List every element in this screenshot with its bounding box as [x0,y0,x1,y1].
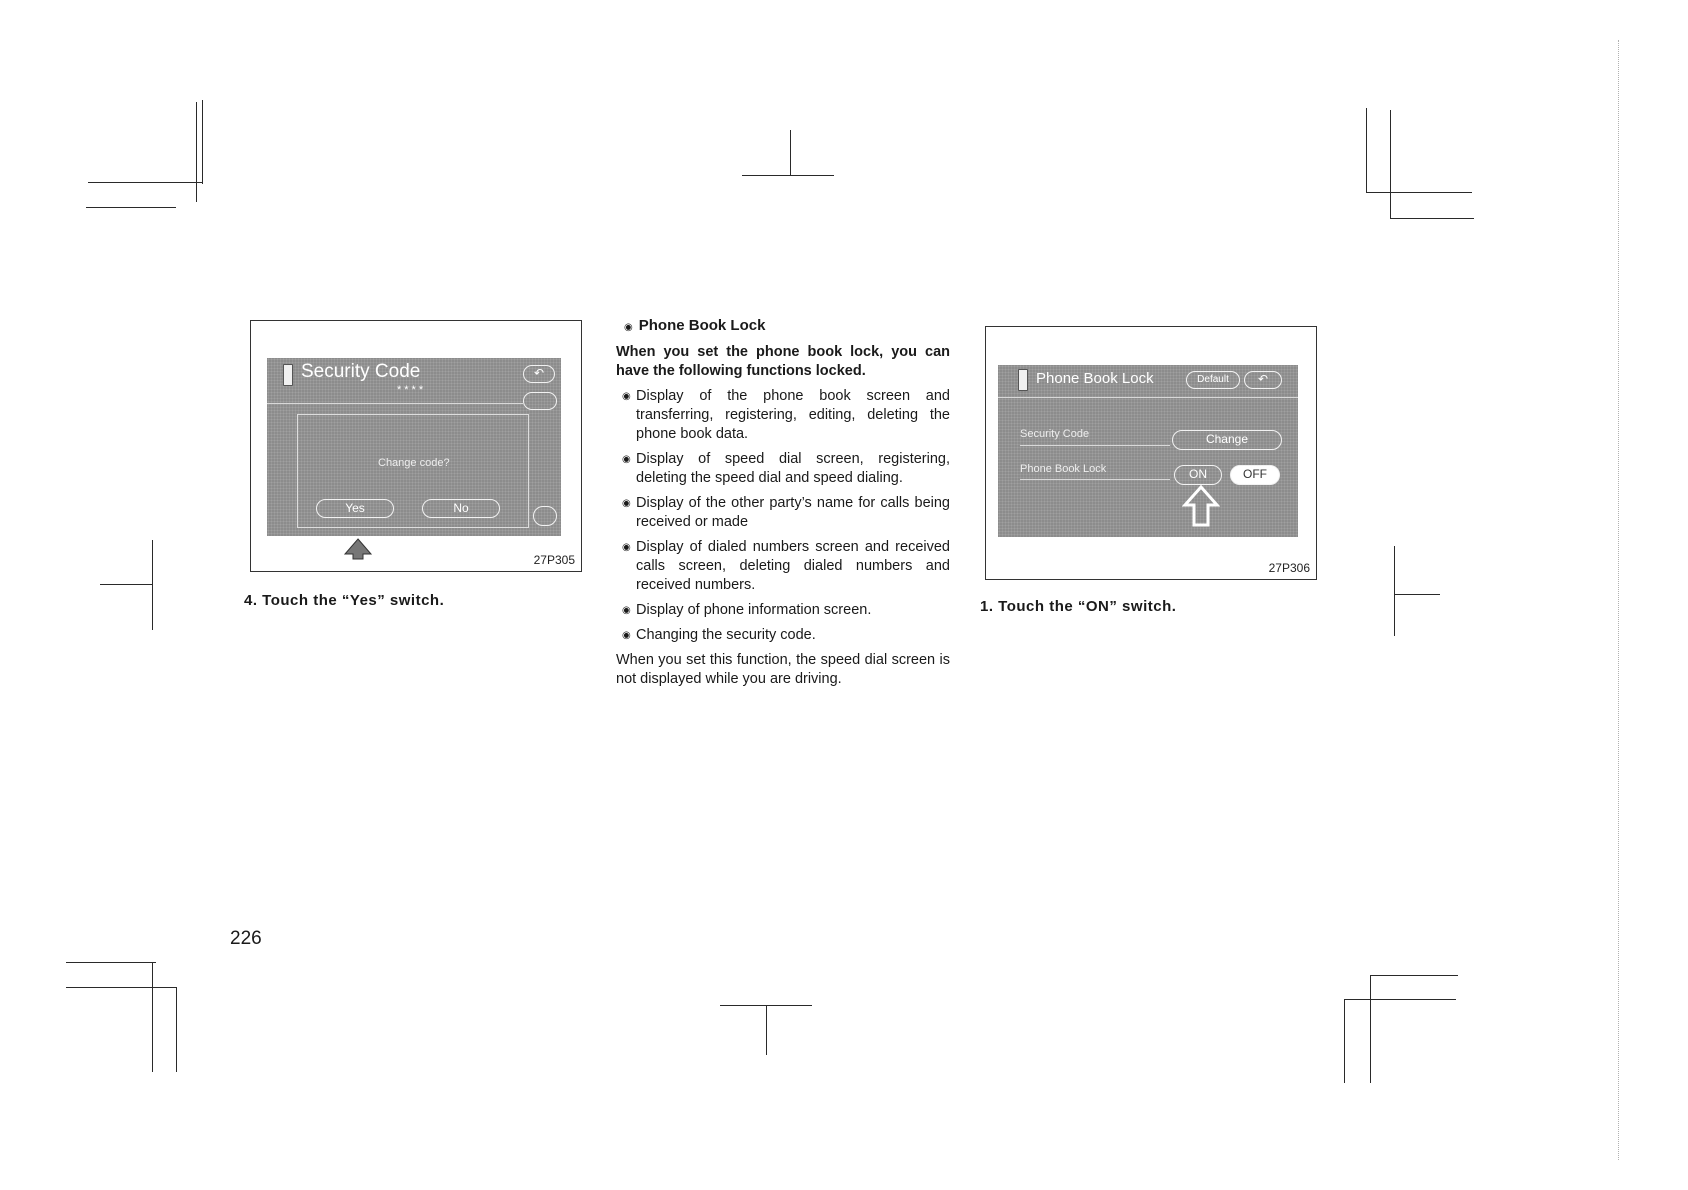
screen-title: Security Code [301,361,421,382]
back-button[interactable] [1244,371,1282,389]
return-icon: ↶ [1257,372,1269,386]
phone-icon [283,364,293,386]
caption-right: 1. Touch the “ON” switch. [980,598,1177,615]
page-number: 226 [230,928,262,949]
page-edge-dots [1618,40,1620,1160]
list-item: ◉ Changing the security code. [616,626,950,645]
on-button[interactable]: ON [1174,465,1222,485]
phone-book-lock-section [616,316,950,689]
figure-id: 27P306 [1268,561,1310,575]
return-icon: ↶ [533,366,545,380]
security-code-label: Security Code [1020,428,1090,440]
yes-button[interactable]: Yes [316,499,394,518]
section-note: When you set this function, the speed dial screen is not displayed while you are driving. [616,652,950,687]
scroll-button[interactable] [533,506,557,526]
back-button[interactable] [523,365,555,383]
list-item: ◉ Display of the phone book screen and transferring, registering, editing, deleting the phone book data. [616,387,950,444]
screen-title: Phone Book Lock [1036,370,1154,387]
section-title: ◉ Phone Book Lock [624,317,766,334]
figure-security-code [250,320,582,572]
change-button[interactable]: Change [1172,430,1282,450]
list-item: ◉ Display of the other party’s name for calls being received or made [616,494,950,532]
screen-security-code [267,358,561,536]
figure-id: 27P305 [533,553,575,567]
masked-code: **** [397,384,427,396]
up-arrow-icon [1182,485,1220,529]
locked-functions-list [616,387,950,645]
section-intro: When you set the phone book lock, you can have the following functions locked. [616,344,950,379]
phone-book-lock-label: Phone Book Lock [1020,463,1107,475]
phone-icon [1018,369,1028,391]
list-item: ◉ Display of dialed numbers screen and received calls screen, deleting dialed numbers and received numbers. [616,538,950,595]
default-button[interactable]: Default [1186,371,1240,389]
list-item: ◉ Display of phone information screen. [616,601,950,620]
list-item: ◉ Display of speed dial screen, registering, deleting the speed dial and speed dialing. [616,450,950,488]
figure-phone-book-lock [985,326,1317,580]
caption-left: 4. Touch the “Yes” switch. [244,592,445,609]
screen-phone-book-lock [998,365,1298,537]
off-button[interactable]: OFF [1230,465,1280,485]
bullet-icon: ◉ [624,322,633,333]
up-arrow-icon [343,538,373,560]
dialog-prompt: Change code? [378,457,450,469]
enter-button[interactable] [523,392,557,410]
no-button[interactable]: No [422,499,500,518]
change-code-dialog [297,414,529,528]
